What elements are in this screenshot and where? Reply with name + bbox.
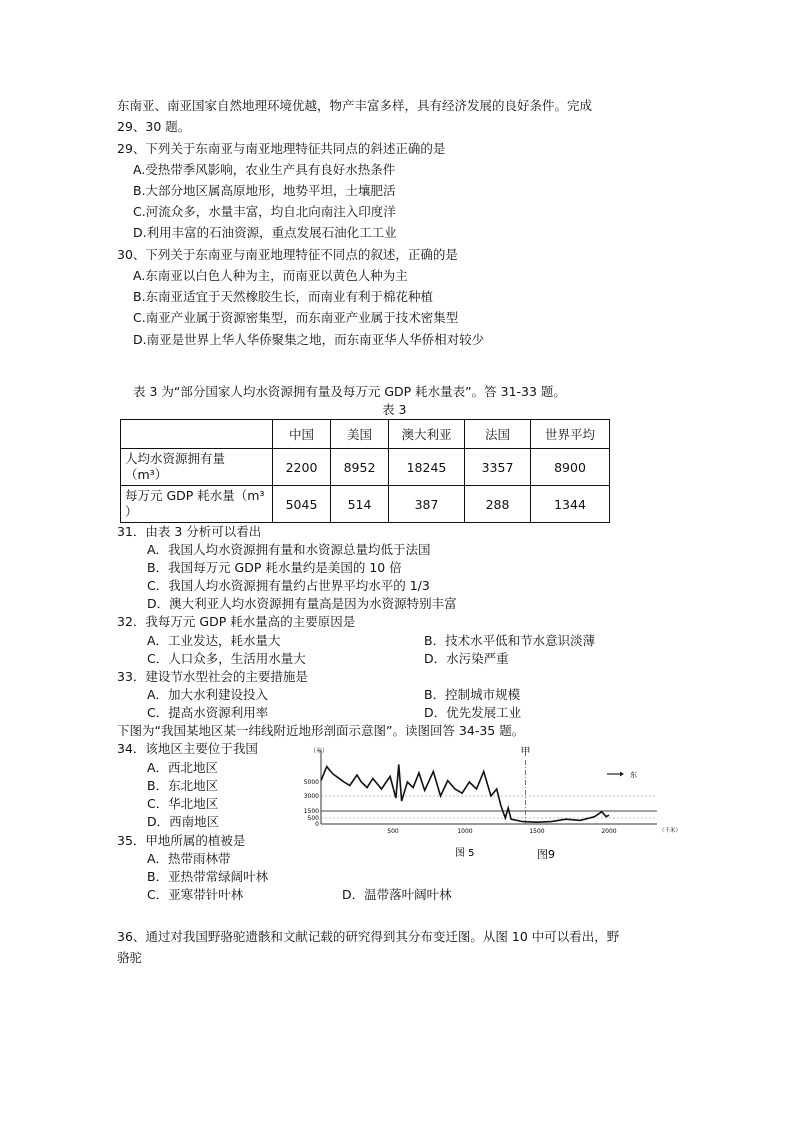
q33-option-b: B．控制城市规模 bbox=[424, 687, 521, 702]
question-35-stem: 35．甲地所属的植被是 bbox=[117, 833, 246, 848]
table-row bbox=[121, 486, 610, 523]
q35-option-c: C．亚寒带针叶林 bbox=[147, 887, 244, 902]
x-tick-label: 500 bbox=[387, 828, 399, 835]
arrow-head-icon bbox=[620, 772, 624, 777]
row-label: 每万元 GDP 耗水量（m³ ） bbox=[121, 486, 273, 523]
q29-option-d: D.利用丰富的石油资源，重点发展石油化工工业 bbox=[133, 225, 397, 240]
table-cell: 514 bbox=[331, 486, 389, 523]
q34-option-b: B．东北地区 bbox=[147, 778, 219, 793]
question-33-stem: 33．建设节水型社会的主要措施是 bbox=[117, 669, 308, 684]
y-unit-label: （米） bbox=[310, 748, 329, 755]
elevation-profile-line bbox=[321, 765, 609, 823]
figure-intro: 下图为“我国某地区某一纬线附近地形剖面示意图”。读图回答 34-35 题。 bbox=[117, 723, 525, 738]
x-unit-label: （千米） bbox=[659, 828, 682, 834]
q30-option-c: C.南亚产业属于资源密集型，而东南亚产业属于技术密集型 bbox=[133, 310, 459, 325]
question-36-line-2: 骆驼 bbox=[117, 950, 143, 965]
table-cell: 8952 bbox=[331, 449, 389, 486]
table-header: 美国 bbox=[331, 420, 389, 449]
q31-option-b: B．我国每万元 GDP 耗水量约是美国的 10 倍 bbox=[147, 560, 402, 575]
q34-option-c: C．华北地区 bbox=[147, 796, 219, 811]
q35-option-a: A．热带雨林带 bbox=[147, 851, 231, 866]
q35-option-b: B．亚热带常绿阔叶林 bbox=[147, 869, 269, 884]
y-tick-label: 500 bbox=[307, 815, 319, 822]
q32-option-d: D．水污染严重 bbox=[424, 651, 509, 666]
q32-option-a: A．工业发达，耗水量大 bbox=[147, 633, 281, 648]
table-row bbox=[121, 449, 610, 486]
row-label: 人均水资源拥有量 （m³） bbox=[121, 449, 273, 486]
table-cell: 387 bbox=[389, 486, 465, 523]
table-cell: 5045 bbox=[273, 486, 331, 523]
terrain-profile-figure bbox=[300, 740, 700, 865]
question-31-stem: 31．由表 3 分析可以看出 bbox=[117, 524, 262, 539]
question-30-stem: 30、下列关于东南亚与南亚地理特征不同点的叙述，正确的是 bbox=[117, 247, 458, 262]
table-cell: 18245 bbox=[389, 449, 465, 486]
q34-option-d: D．西南地区 bbox=[147, 814, 220, 829]
q33-option-a: A．加大水利建设投入 bbox=[147, 687, 269, 702]
table-cell: 2200 bbox=[273, 449, 331, 486]
table-header: 法国 bbox=[465, 420, 531, 449]
q34-option-a: A．西北地区 bbox=[147, 760, 219, 775]
q35-option-d: D．温带落叶阔叶林 bbox=[342, 887, 452, 902]
marker-label: 甲 bbox=[520, 747, 531, 758]
intro-line-2: 29、30 题。 bbox=[117, 119, 191, 134]
question-29-stem: 29、下列关于东南亚与南亚地理特征共同点的斜述正确的是 bbox=[117, 141, 446, 156]
table-header: 中国 bbox=[273, 420, 331, 449]
table-intro: 表 3 为“部分国家人均水资源拥有量及每万元 GDP 耗水量表”。答 31-33 题。 bbox=[133, 384, 566, 399]
table-cell: 8900 bbox=[531, 449, 610, 486]
question-34-stem: 34．该地区主要位于我国 bbox=[117, 741, 258, 756]
q32-option-b: B．技术水平低和节水意识淡薄 bbox=[424, 633, 596, 648]
q30-option-d: D.南亚是世界上华人华侨聚集之地，而东南亚华人华侨相对较少 bbox=[133, 332, 485, 347]
q31-option-a: A．我国人均水资源拥有量和水资源总量均低于法国 bbox=[147, 542, 431, 557]
y-tick-label: 3000 bbox=[303, 793, 319, 800]
q31-option-d: D．澳大利亚人均水资源拥有量高是因为水资源特别丰富 bbox=[147, 596, 457, 611]
y-tick-label: 1500 bbox=[303, 808, 319, 815]
direction-label: 东 bbox=[630, 771, 637, 779]
table-header: 世界平均 bbox=[531, 420, 610, 449]
table-cell: 3357 bbox=[465, 449, 531, 486]
q30-option-b: B.东南亚适宜于天然橡胶生长，而南业有利于棉花种植 bbox=[133, 289, 434, 304]
x-tick-label: 1000 bbox=[457, 828, 473, 835]
table-caption: 表 3 bbox=[382, 402, 407, 417]
q33-option-d: D．优先发展工业 bbox=[424, 705, 522, 720]
water-resource-table bbox=[120, 419, 610, 523]
x-tick-label: 1500 bbox=[529, 828, 545, 835]
table-cell: 288 bbox=[465, 486, 531, 523]
figure-caption-2: 图9 bbox=[537, 848, 555, 861]
q32-option-c: C．人口众多，生活用水量大 bbox=[147, 651, 306, 666]
question-36-line-1: 36、通过对我国野骆驼遗骸和文献记载的研究得到其分布变迁图。从图 10 中可以看出，野 bbox=[117, 929, 620, 944]
q33-option-c: C．提高水资源利用率 bbox=[147, 705, 269, 720]
question-32-stem: 32．我每万元 GDP 耗水量高的主要原因是 bbox=[117, 614, 356, 629]
q30-option-a: A.东南亚以白色人种为主，而南亚以黄色人种为主 bbox=[133, 268, 408, 283]
table-cell: 1344 bbox=[531, 486, 610, 523]
table-header: 澳大利亚 bbox=[389, 420, 465, 449]
q31-option-c: C．我国人均水资源拥有量约占世界平均水平的 1/3 bbox=[147, 578, 430, 593]
y-tick-label: 0 bbox=[315, 821, 319, 828]
q29-option-b: B.大部分地区属高原地形，地势平坦，土壤肥活 bbox=[133, 183, 396, 198]
table-header-empty bbox=[121, 420, 273, 449]
y-tick-label: 5000 bbox=[303, 779, 319, 786]
figure-caption-1: 图 5 bbox=[455, 848, 475, 859]
x-tick-label: 2000 bbox=[601, 828, 617, 835]
q29-option-c: C.河流众多，水量丰富，均自北向南注入印度洋 bbox=[133, 204, 396, 219]
q29-option-a: A.受热带季风影响，农业生产具有良好水热条件 bbox=[133, 162, 396, 177]
intro-line-1: 东南亚、南亚国家自然地理环境优越，物产丰富多样，具有经济发展的良好条件。完成 bbox=[117, 98, 593, 113]
